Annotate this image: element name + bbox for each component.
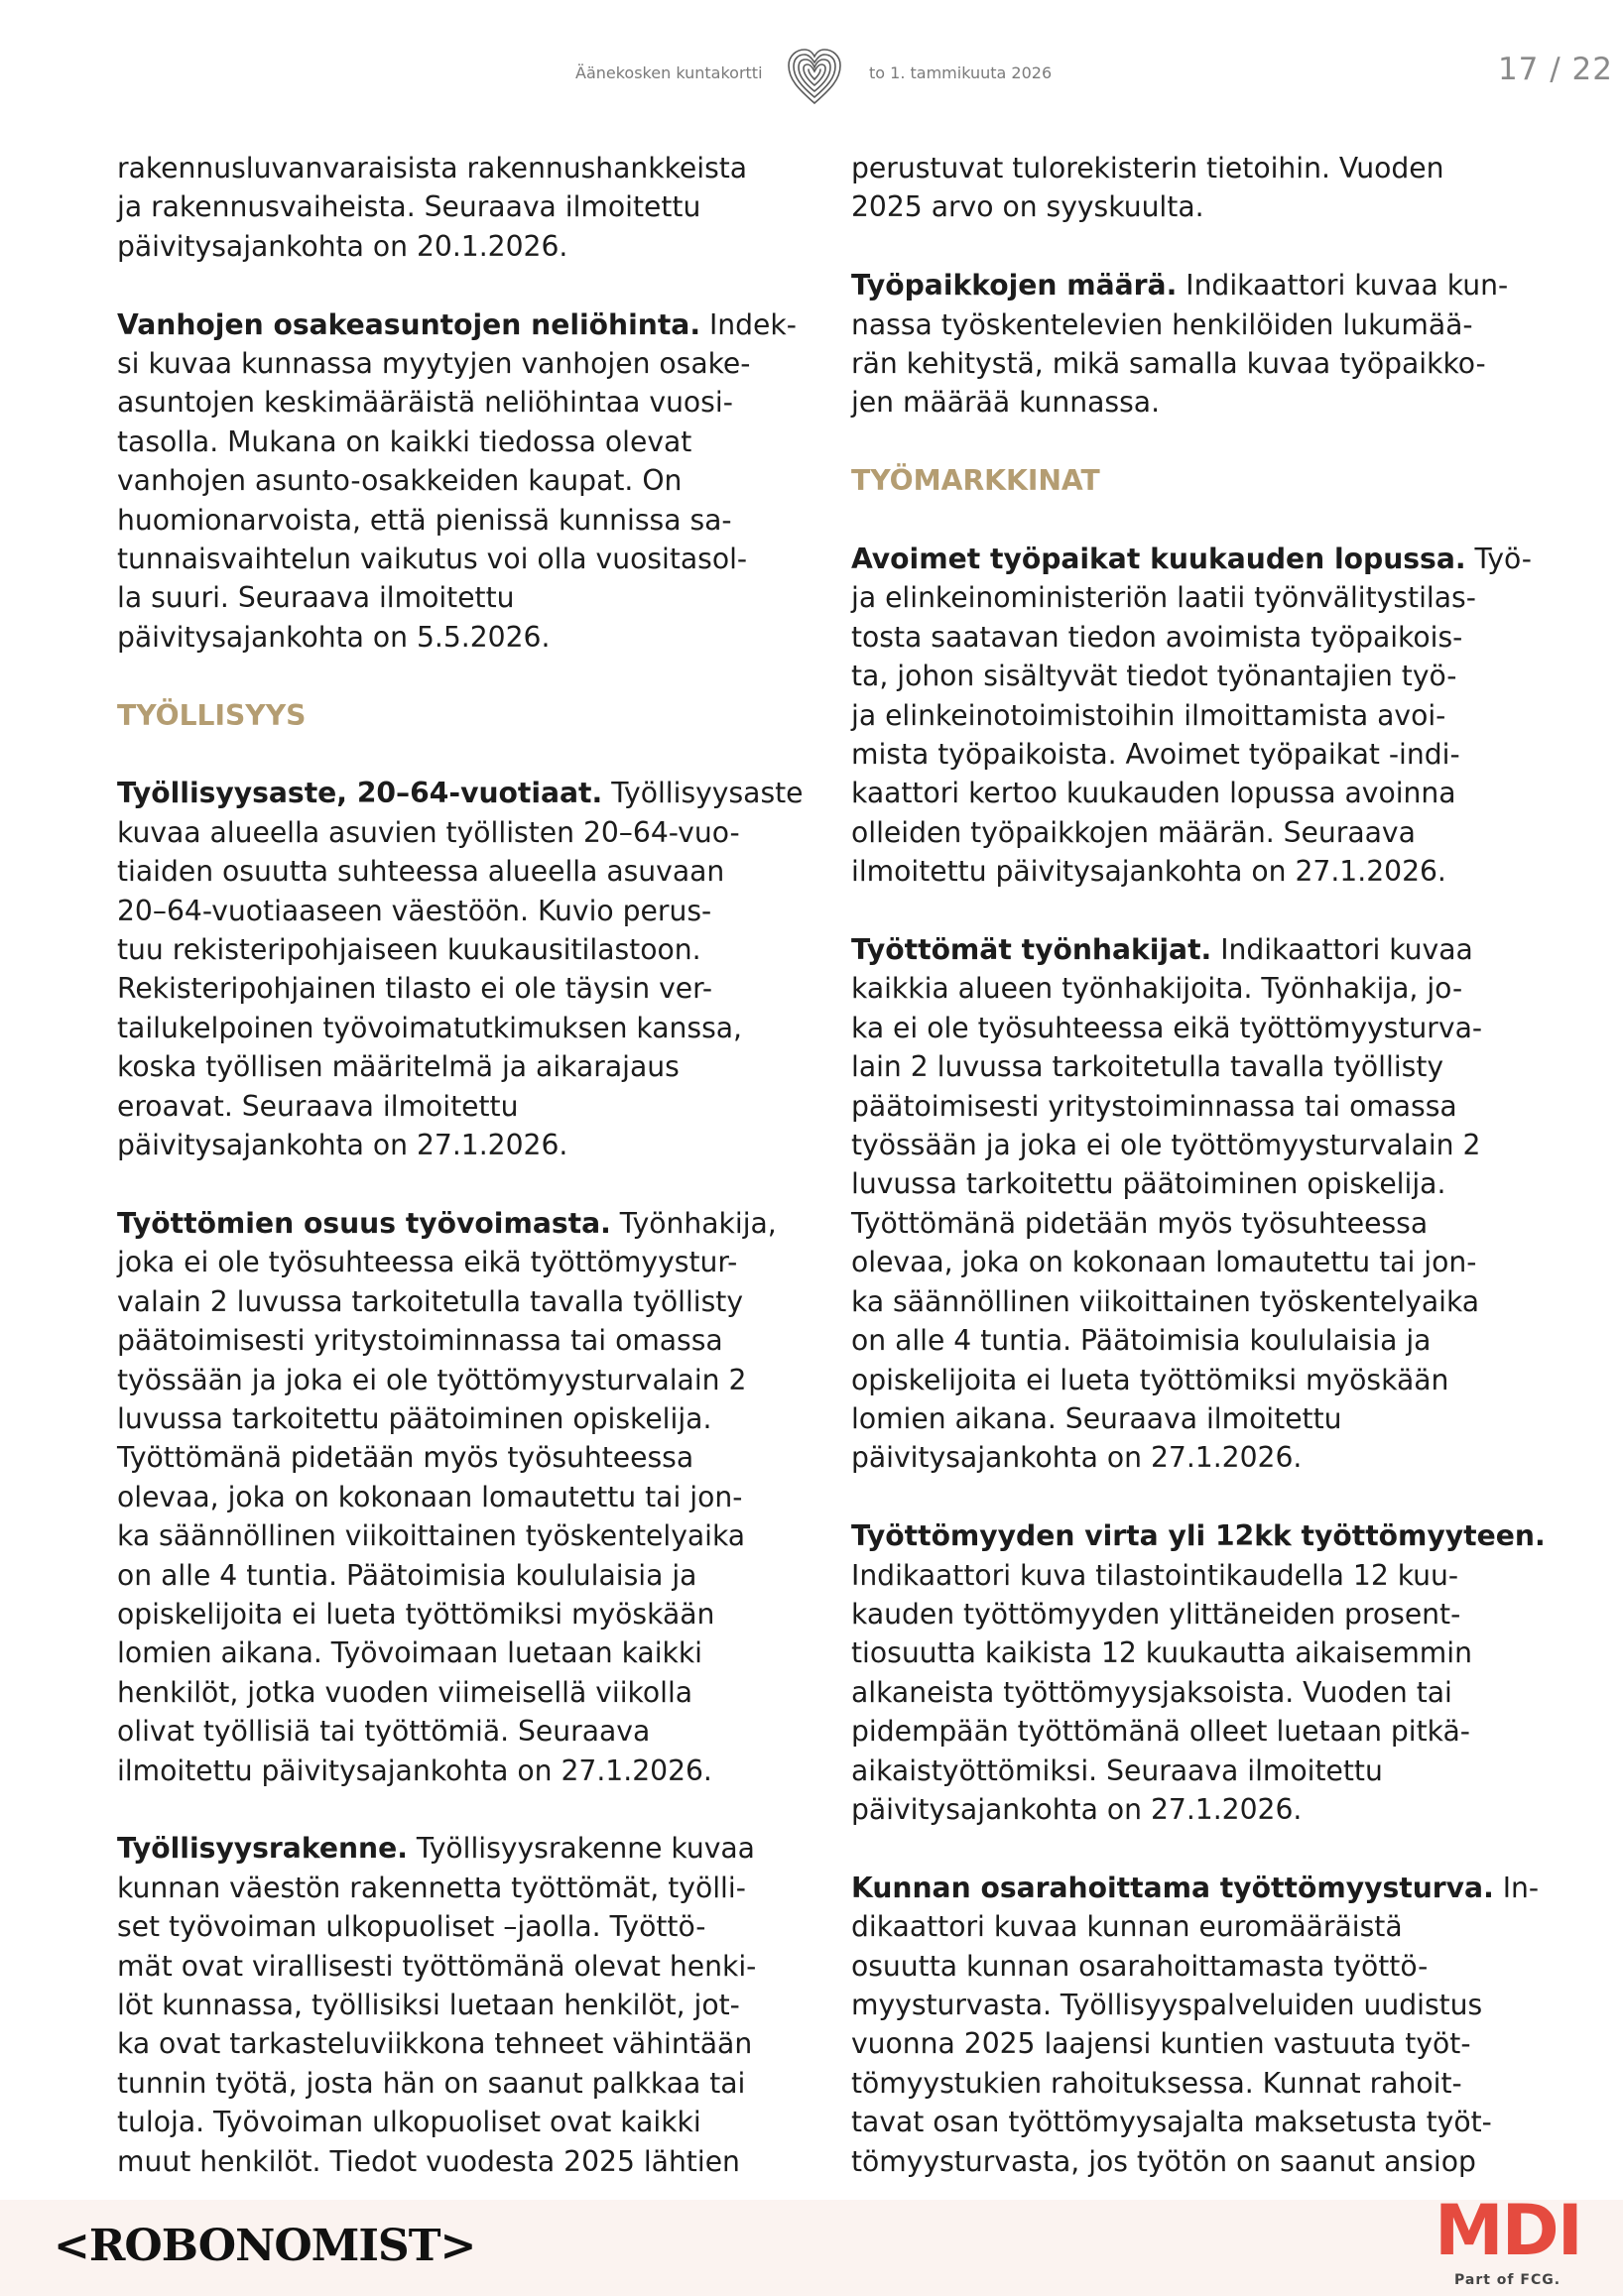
paragraph-text: osuutta kunnan osarahoittamasta työttö- xyxy=(851,1949,1429,1983)
paragraph-text: ka ei ole työsuhteessa eikä työttömyysturva- xyxy=(851,1011,1483,1044)
paragraph-text: myysturvasta. Työllisyyspalveluiden uudistus xyxy=(851,1988,1483,2021)
paragraph-long-term-flow xyxy=(851,1516,1546,1829)
paragraph-text: Työ- xyxy=(1465,543,1532,575)
paragraph-title: Työpaikkojen määrä. xyxy=(851,269,1178,302)
paragraph-text: opiskelijoita ei lueta työttömiksi myöskään xyxy=(851,1363,1449,1396)
robonomist-logo: <ROBONOMIST> xyxy=(54,2221,476,2271)
paragraph-text: tiosuutta kaikista 12 kuukautta aikaisemmin xyxy=(851,1636,1472,1670)
paragraph-text: olivat työllisiä tai työttömiä. Seuraava xyxy=(117,1715,651,1749)
right-column xyxy=(851,149,1546,2220)
paragraph-text: 20–64-vuotiaaseen väestöön. Kuvio perus- xyxy=(117,894,712,927)
paragraph-unemployment-share xyxy=(117,1204,812,1790)
paragraph-text: In- xyxy=(1493,1871,1540,1904)
paragraph-text: Indikaattori kuvaa xyxy=(1211,933,1473,967)
paragraph-title: Vanhojen osakeasuntojen neliöhinta. xyxy=(117,307,701,341)
paragraph-title: Työttömien osuus työvoimasta. xyxy=(117,1206,611,1240)
paragraph-text: ka säännöllinen viikoittainen työskentelyaika xyxy=(117,1519,746,1553)
paragraph-text: aikaistyöttömiksi. Seuraava ilmoitettu xyxy=(851,1753,1383,1787)
paragraph-text: la suuri. Seuraava ilmoitettu xyxy=(117,581,515,615)
paragraph-title: Työllisyysaste, 20–64-vuotiaat. xyxy=(117,777,603,810)
paragraph-text: Rekisteripohjainen tilasto ei ole täysin ver- xyxy=(117,972,713,1006)
paragraph-text: 2025 arvo on syyskuulta. xyxy=(851,190,1204,224)
paragraph-text: eroavat. Seuraava ilmoitettu xyxy=(117,1089,519,1123)
paragraph-text: päätoimisesti yritystoiminnassa tai omassa xyxy=(117,1324,723,1358)
paragraph-title: Avoimet työpaikat kuukauden lopussa. xyxy=(851,543,1466,575)
paragraph-text: ja elinkeinotoimistoihin ilmoittamista avoi- xyxy=(851,698,1446,732)
paragraph-text: Työllisyysrakenne kuvaa xyxy=(407,1832,755,1866)
paragraph-text: päätoimisesti yritystoiminnassa tai omassa xyxy=(851,1089,1457,1123)
paragraph-text: Työllisyysaste xyxy=(602,777,804,810)
paragraph-text: päivitysajankohta on 27.1.2026. xyxy=(117,1129,568,1162)
page-number: 17 / 22 xyxy=(1497,52,1613,87)
paragraph-text: tömyysturvasta, jos työtön on saanut ansiop xyxy=(851,2144,1476,2178)
paragraph-text: tunnaisvaihtelun vaikutus voi olla vuositasol- xyxy=(117,543,748,576)
paragraph-text: rakennusluvanvaraisista rakennushankkeista xyxy=(117,152,748,184)
paragraph-text: Indikaattori kuvaa kun- xyxy=(1177,269,1509,302)
paragraph-text: vanhojen asunto-osakkeiden kaupat. On xyxy=(117,464,683,498)
paragraph-title: Työttömät työnhakijat. xyxy=(851,933,1212,967)
paragraph-text: ka säännöllinen viikoittainen työskentelyaika xyxy=(851,1284,1480,1318)
paragraph-text: päivitysajankohta on 27.1.2026. xyxy=(851,1441,1303,1475)
paragraph-text: tömyystukien rahoituksessa. Kunnat rahoit- xyxy=(851,2066,1462,2100)
paragraph-text: ja rakennusvaiheista. Seuraava ilmoitettu xyxy=(117,190,701,224)
document-title: Äänekosken kuntakortti xyxy=(575,63,763,82)
paragraph-text: tunnin työtä, josta hän on saanut palkkaa tai xyxy=(117,2066,746,2100)
paragraph-title: Työttömyyden virta yli 12kk työttömyyteen. xyxy=(851,1519,1546,1553)
paragraph-text: dikaattori kuvaa kunnan euromääräistä xyxy=(851,1910,1403,1944)
paragraph-text: Työnhakija, xyxy=(610,1206,777,1240)
paragraph-building-permits xyxy=(117,149,812,266)
paragraph-title: Työllisyysrakenne. xyxy=(117,1832,408,1866)
paragraph-text: työssään ja joka ei ole työttömyysturvalain 2 xyxy=(117,1363,747,1396)
paragraph-job-count xyxy=(851,266,1546,423)
paragraph-apartment-price xyxy=(117,305,812,658)
left-column xyxy=(117,149,812,2220)
paragraph-text: olleiden työpaikkojen määrän. Seuraava xyxy=(851,815,1416,849)
paragraph-text: perustuvat tulorekisterin tietoihin. Vuoden xyxy=(851,152,1444,184)
paragraph-text: ilmoitettu päivitysajankohta on 27.1.2026. xyxy=(851,855,1446,889)
paragraph-text: lain 2 luvussa tarkoitetulla tavalla työllisty xyxy=(851,1050,1444,1084)
paragraph-text: ilmoitettu päivitysajankohta on 27.1.2026. xyxy=(117,1753,712,1787)
paragraph-text: valain 2 luvussa tarkoitetulla tavalla työllisty xyxy=(117,1284,744,1318)
paragraph-text: muut henkilöt. Tiedot vuodesta 2025 lähtien xyxy=(117,2144,740,2178)
paragraph-text: on alle 4 tuntia. Päätoimisia koululaisia ja xyxy=(851,1324,1432,1358)
paragraph-text: kaattori kertoo kuukauden lopussa avoinna xyxy=(851,777,1456,810)
paragraph-text: pidempään työttömänä olleet luetaan pitkä- xyxy=(851,1715,1470,1749)
paragraph-text: löt kunnassa, työllisiksi luetaan henkilöt, jot- xyxy=(117,1989,740,2021)
paragraph-text: vuonna 2025 laajensi kuntien vastuuta työt- xyxy=(851,2027,1471,2061)
paragraph-text: set työvoiman ulkopuoliset –jaolla. Työttö- xyxy=(117,1910,706,1944)
paragraph-text: olevaa, joka on kokonaan lomautettu tai jon- xyxy=(117,1480,743,1513)
paragraph-text: opiskelijoita ei lueta työttömiksi myöskään xyxy=(117,1597,715,1631)
section-heading-employment: TYÖLLISYYS xyxy=(117,698,307,732)
paragraph-text: on alle 4 tuntia. Päätoimisia koululaisia ja xyxy=(117,1558,697,1592)
paragraph-text: mät ovat virallisesti työttömänä olevat henki- xyxy=(117,1949,757,1983)
paragraph-text: työssään ja joka ei ole työttömyysturvalain 2 xyxy=(851,1129,1481,1162)
paragraph-municipal-unemployment-funding xyxy=(851,1869,1546,2181)
paragraph-text: lomien aikana. Seuraava ilmoitettu xyxy=(851,1401,1342,1435)
paragraph-text: alkaneista työttömyysjaksoista. Vuoden tai xyxy=(851,1675,1452,1709)
document-date: to 1. tammikuuta 2026 xyxy=(869,63,1053,82)
paragraph-text: joka ei ole työsuhteessa eikä työttömyystur- xyxy=(117,1246,738,1279)
paragraph-text: kunnan väestön rakennetta työttömät, työlli- xyxy=(117,1871,746,1904)
paragraph-text: ta, johon sisältyvät tiedot työnantajien työ- xyxy=(851,660,1457,693)
paragraph-text: tavat osan työttömyysajalta maksetusta työt- xyxy=(851,2106,1492,2139)
paragraph-employment-structure xyxy=(117,1829,812,2181)
paragraph-text: päivitysajankohta on 5.5.2026. xyxy=(117,620,551,654)
section-heading-labour-market: TYÖMARKKINAT xyxy=(851,464,1100,498)
paragraph-text: tailukelpoinen työvoimatutkimuksen kanssa, xyxy=(117,1011,743,1044)
paragraph-text: kaikkia alueen työnhakijoita. Työnhakija, jo- xyxy=(851,972,1463,1006)
paragraph-text: si kuvaa kunnassa myytyjen vanhojen osake- xyxy=(117,347,751,381)
page-header xyxy=(0,0,1623,149)
paragraph-text: päivitysajankohta on 27.1.2026. xyxy=(851,1792,1303,1826)
paragraph-text: tasolla. Mukana on kaikki tiedossa olevat xyxy=(117,424,692,458)
paragraph-text: ka ovat tarkasteluviikkona tehneet vähintään xyxy=(117,2027,753,2061)
paragraph-text: mista työpaikoista. Avoimet työpaikat -indi- xyxy=(851,738,1460,772)
paragraph-open-vacancies xyxy=(851,540,1546,892)
paragraph-employment-rate xyxy=(117,774,812,1164)
paragraph-text: kuvaa alueella asuvien työllisten 20–64-vuo- xyxy=(117,815,740,849)
paragraph-text: huomionarvoista, että pienissä kunnissa sa- xyxy=(117,503,732,537)
paragraph-income-register xyxy=(851,149,1546,227)
paragraph-text: lomien aikana. Työvoimaan luetaan kaikki xyxy=(117,1636,703,1670)
paragraph-text: tuloja. Työvoiman ulkopuoliset ovat kaikki xyxy=(117,2106,701,2139)
paragraph-text: luvussa tarkoitettu päätoiminen opiskelija. xyxy=(117,1401,712,1435)
mdi-logo: MDI xyxy=(1435,2190,1581,2271)
paragraph-text: päivitysajankohta on 20.1.2026. xyxy=(117,229,568,263)
paragraph-text: kauden työttömyyden ylittäneiden prosent- xyxy=(851,1597,1461,1631)
paragraph-text: olevaa, joka on kokonaan lomautettu tai jon- xyxy=(851,1246,1477,1279)
heart-fingerprint-icon xyxy=(783,44,846,107)
paragraph-text: asuntojen keskimääräistä neliöhintaa vuosi- xyxy=(117,386,733,420)
paragraph-text: henkilöt, jotka vuoden viimeisellä viikolla xyxy=(117,1675,693,1709)
paragraph-text: nassa työskentelevien henkilöiden lukumää- xyxy=(851,307,1473,341)
paragraph-text: Indikaattori kuva tilastointikaudella 12 kuu- xyxy=(851,1558,1459,1592)
paragraph-text: Työttömänä pidetään myös työsuhteessa xyxy=(851,1206,1429,1240)
paragraph-unemployed-jobseekers xyxy=(851,930,1546,1478)
paragraph-text: Työttömänä pidetään myös työsuhteessa xyxy=(117,1441,694,1475)
mdi-tagline: Part of FCG. xyxy=(1454,2272,1561,2288)
paragraph-text: tosta saatavan tiedon avoimista työpaikois- xyxy=(851,620,1463,654)
paragraph-text: tiaiden osuutta suhteessa alueella asuvaan xyxy=(117,855,725,889)
paragraph-text: luvussa tarkoitettu päätoiminen opiskelija. xyxy=(851,1167,1446,1201)
paragraph-text: tuu rekisteripohjaiseen kuukausitilastoon. xyxy=(117,933,701,967)
paragraph-title: Kunnan osarahoittama työttömyysturva. xyxy=(851,1871,1494,1904)
paragraph-text: jen määrää kunnassa. xyxy=(851,386,1161,420)
paragraph-text: rän kehitystä, mikä samalla kuvaa työpaikko- xyxy=(851,347,1486,381)
paragraph-text: ja elinkeinoministeriön laatii työnvälitystilas- xyxy=(851,581,1476,615)
paragraph-text: Indek- xyxy=(700,307,797,341)
paragraph-text: koska työllisen määritelmä ja aikarajaus xyxy=(117,1050,680,1084)
